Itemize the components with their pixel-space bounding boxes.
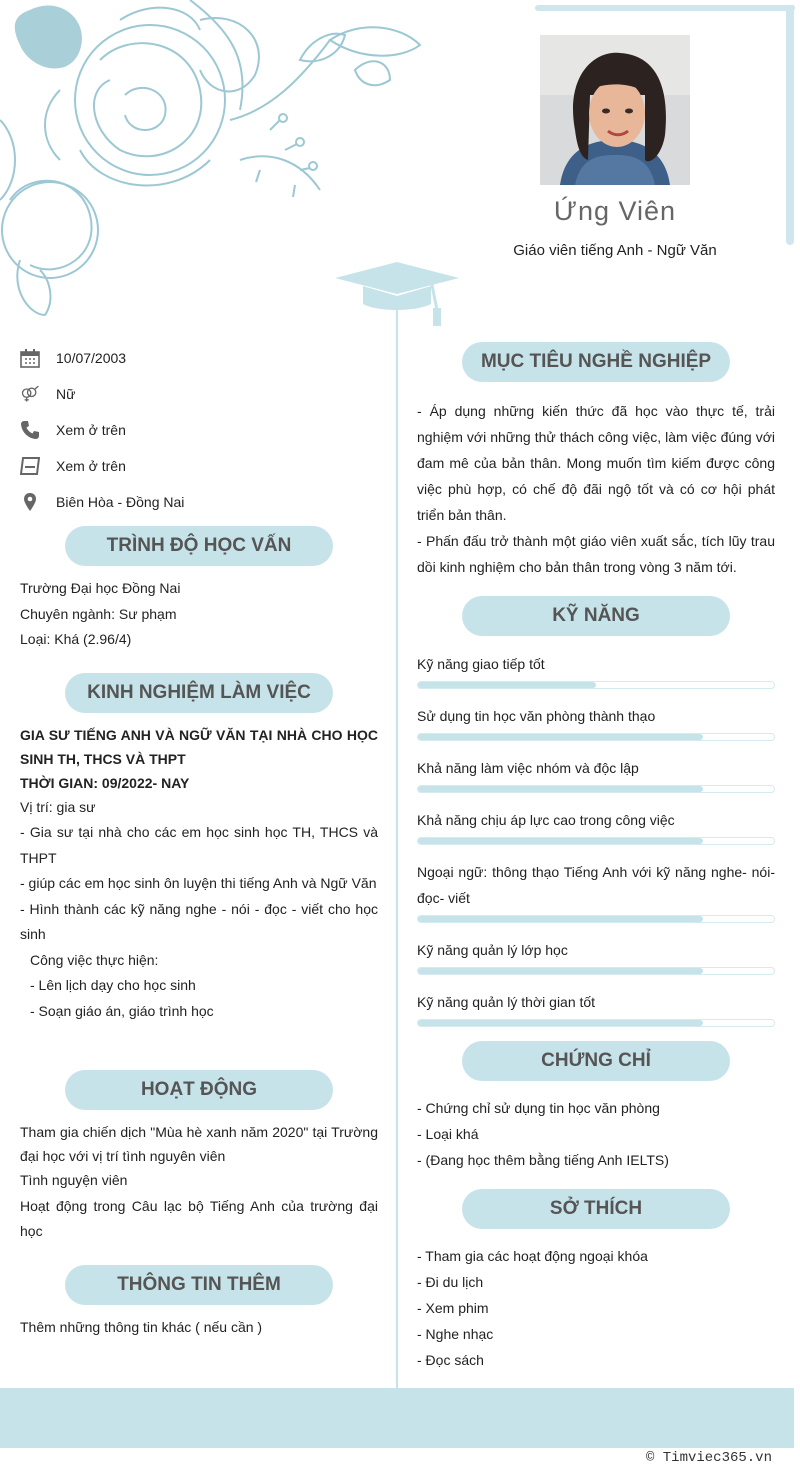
- phone-value: Xem ở trên: [56, 422, 126, 438]
- birthdate-value: 10/07/2003: [56, 350, 127, 366]
- skill-item: [417, 989, 775, 1027]
- candidate-name: Ứng Viên: [553, 196, 677, 226]
- objective-line: - Áp dụng những kiến thức đã học vào thực tế, trải nghiệm với những thử thách công việc, làm việc đúng với đam mê của bản thân. Mong muốn tìm kiếm được công việc phù hợp, có chế độ đãi ngộ tốt và có cơ hội phát triển bản thân.: [417, 403, 775, 523]
- skill-item: [417, 937, 775, 975]
- skill-item: [417, 807, 775, 845]
- education-school: Trường Đại học Đồng Nai: [20, 580, 181, 596]
- experience-line: Vị trí: gia sư: [20, 798, 96, 815]
- certificate-item: - Loại khá: [417, 1126, 479, 1142]
- education-major: Chuyên ngành: Sư phạm: [20, 605, 177, 622]
- skill-name: Ngoại ngữ: thông thạo Tiếng Anh với kỹ năng nghe- nói- đọc- viết: [417, 864, 775, 906]
- certificate-item: - (Đang học thêm bằng tiếng Anh IELTS): [417, 1152, 669, 1168]
- skill-level-bar: [417, 837, 775, 845]
- copyright-text: © Timviec365.vn: [645, 1450, 772, 1466]
- skill-item: [417, 859, 775, 923]
- extra-info: Thêm những thông tin khác ( nếu cần ): [20, 1318, 263, 1335]
- experience-heading: KINH NGHIỆM LÀM VIỆC: [65, 673, 333, 713]
- experience-section: [20, 723, 378, 1025]
- experience-period: THỜI GIAN: 09/2022- NAY: [20, 774, 190, 791]
- contact-address: [20, 484, 378, 520]
- gender-value: Nữ: [56, 386, 76, 402]
- skill-level-fill: [418, 734, 703, 740]
- education-grade: Loại: Khá (2.96/4): [20, 631, 132, 647]
- education-heading: TRÌNH ĐỘ HỌC VẤN: [65, 526, 333, 566]
- address-value: Biên Hòa - Đồng Nai: [56, 494, 185, 510]
- skill-level-bar: [417, 915, 775, 923]
- candidate-role: Giáo viên tiếng Anh - Ngữ Văn: [513, 242, 717, 259]
- email-icon: [20, 455, 56, 477]
- contact-email: [20, 448, 378, 484]
- profile-photo: [540, 35, 690, 185]
- location-icon: [20, 491, 56, 513]
- hobby-item: - Đọc sách: [417, 1352, 484, 1368]
- skill-name: Khả năng làm việc nhóm và độc lập: [417, 760, 639, 776]
- activity-item: Hoạt động trong Câu lạc bộ Tiếng Anh của trường đại học: [20, 1197, 378, 1239]
- experience-task: - Soạn giáo án, giáo trình học: [30, 1002, 214, 1019]
- gender-icon: [20, 383, 56, 405]
- skill-level-bar: [417, 681, 775, 689]
- frame-top-border: [535, 5, 795, 11]
- skill-level-fill: [418, 838, 703, 844]
- experience-line: - giúp các em học sinh ôn luyện thi tiếng Anh và Ngữ Văn: [20, 875, 377, 891]
- calendar-icon: [20, 347, 56, 369]
- experience-line: - Hình thành các kỹ năng nghe - nói - đọc - viết cho học sinh: [20, 900, 378, 942]
- hobby-item: - Xem phim: [417, 1300, 489, 1316]
- contact-birthdate: [20, 340, 378, 376]
- footer-band: [0, 1388, 794, 1448]
- column-divider: [396, 300, 398, 1390]
- skill-item: [417, 703, 775, 741]
- contact-gender: [20, 376, 378, 412]
- skill-level-bar: [417, 967, 775, 975]
- objective-line: - Phấn đấu trở thành một giáo viên xuất sắc, tích lũy trau dồi kinh nghiệm cho bản thân trong vòng 3 năm tới.: [417, 533, 775, 575]
- skill-name: Kỹ năng quản lý thời gian tốt: [417, 994, 596, 1010]
- activities-heading: HOẠT ĐỘNG: [65, 1070, 333, 1110]
- skill-name: Sử dụng tin học văn phòng thành thạo: [417, 708, 656, 724]
- skill-level-fill: [418, 916, 703, 922]
- skill-name: Kỹ năng giao tiếp tốt: [417, 656, 545, 672]
- objective-section: [417, 398, 775, 580]
- extra-heading: THÔNG TIN THÊM: [65, 1265, 333, 1305]
- email-value: Xem ở trên: [56, 458, 126, 474]
- activities-section: [20, 1120, 378, 1245]
- experience-title: GIA SƯ TIẾNG ANH VÀ NGỮ VĂN TẠI NHÀ CHO HỌC SINH TH, THCS VÀ THPT: [20, 726, 378, 767]
- hobby-item: - Nghe nhạc: [417, 1326, 494, 1342]
- experience-task: - Lên lịch dạy cho học sinh: [30, 977, 196, 993]
- skill-level-fill: [418, 786, 703, 792]
- skill-level-bar: [417, 1019, 775, 1027]
- skill-name: Kỹ năng quản lý lớp học: [417, 942, 568, 958]
- skills-list: [417, 651, 775, 1027]
- right-column: [417, 340, 775, 1373]
- skill-level-bar: [417, 733, 775, 741]
- certificate-item: - Chứng chỉ sử dụng tin học văn phòng: [417, 1100, 660, 1116]
- hobbies-heading: SỞ THÍCH: [462, 1189, 730, 1229]
- skill-item: [417, 755, 775, 793]
- skill-name: Khả năng chịu áp lực cao trong công việc: [417, 812, 675, 828]
- certificates-heading: CHỨNG CHỈ: [462, 1041, 730, 1081]
- skill-item: [417, 651, 775, 689]
- hobby-item: - Tham gia các hoạt động ngoại khóa: [417, 1248, 648, 1264]
- activity-item: Tình nguyện viên: [20, 1172, 128, 1188]
- left-column: [20, 340, 378, 1340]
- skill-level-fill: [418, 968, 703, 974]
- experience-tasks-label: Công việc thực hiện:: [30, 951, 159, 968]
- contact-list: [20, 340, 378, 520]
- phone-icon: [20, 419, 56, 441]
- hobby-item: - Đi du lịch: [417, 1274, 484, 1290]
- contact-phone: [20, 412, 378, 448]
- education-section: [20, 576, 378, 653]
- certificates-section: [417, 1095, 775, 1173]
- hobbies-section: [417, 1243, 775, 1373]
- objective-heading: MỤC TIÊU NGHỀ NGHIỆP: [462, 342, 730, 382]
- activity-item: Tham gia chiến dịch "Mùa hè xanh năm 2020" tại Trường đại học với vị trí tình nguyên viên: [20, 1124, 378, 1164]
- skill-level-fill: [418, 1020, 703, 1026]
- skill-level-fill: [418, 682, 596, 688]
- experience-line: - Gia sư tại nhà cho các em học sinh học TH, THCS và THPT: [20, 824, 378, 866]
- skills-heading: KỸ NĂNG: [462, 596, 730, 636]
- skill-level-bar: [417, 785, 775, 793]
